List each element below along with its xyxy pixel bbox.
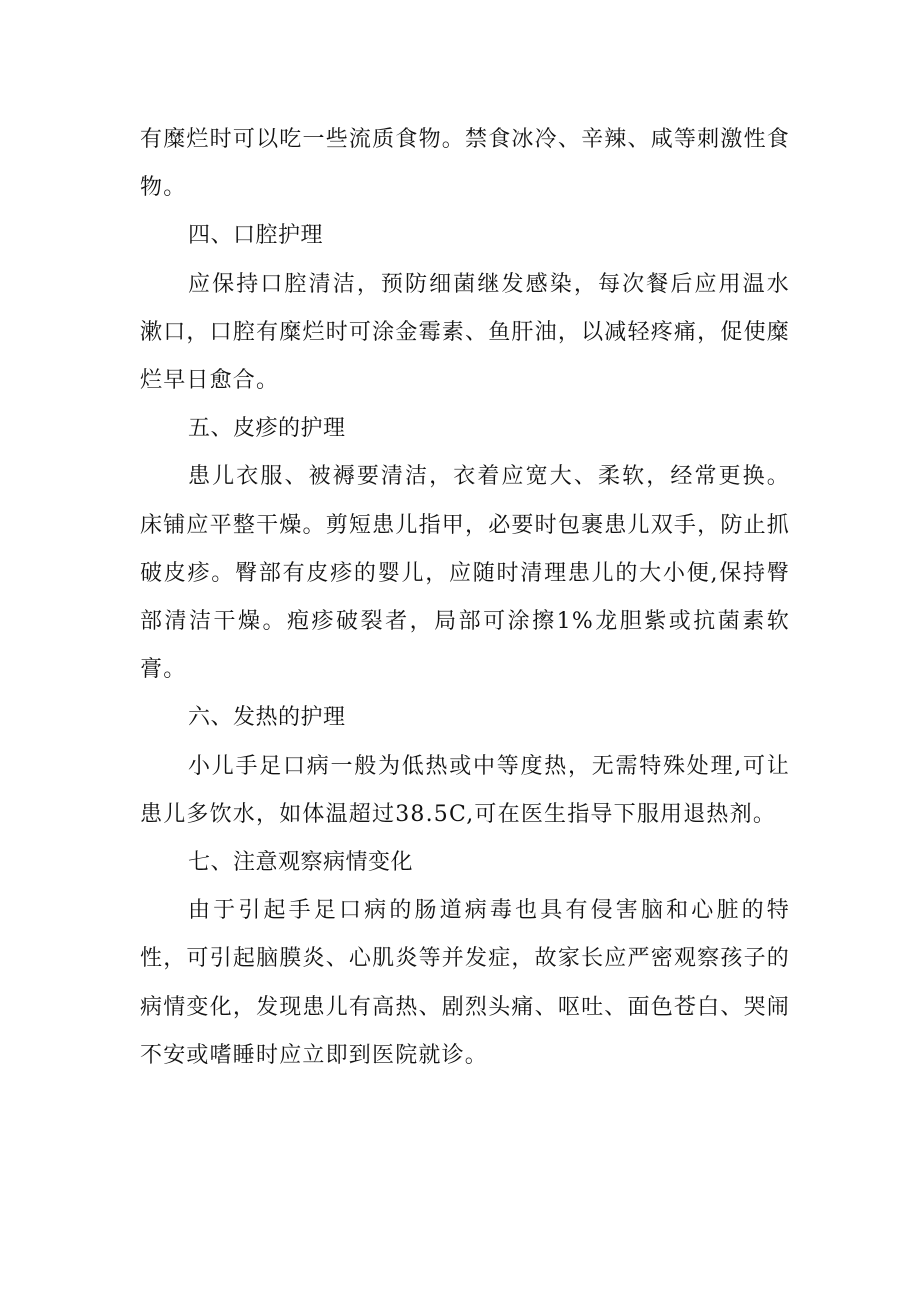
section-body-rash-care: 患儿衣服、被褥要清洁，衣着应宽大、柔软，经常更换。床铺应平整干燥。剪短患儿指甲，必要时包裹患儿双手，防止抓破皮疹。臀部有皮疹的婴儿，应随时清理患儿的大小便,保持臀部清洁干燥。疱疹破裂者，局部可涂擦1%龙胆紫或抗菌素软膏。 [140,464,790,683]
section-body-observe-changes: 由于引起手足口病的肠道病毒也具有侵害脑和心脏的特性，可引起脑膜炎、心肌炎等并发症，故家长应严密观察孩子的病情变化，发现患儿有高热、剧烈头痛、呕吐、面色苍白、哭闹不安或嗜睡时应立即到医院就诊。 [140,898,790,1068]
section-body-fever-care: 小儿手足口病一般为低热或中等度热，无需特殊处理,可让患儿多饮水，如体温超过38.5C,可在医生指导下服用退热剂。 [140,753,790,827]
section-heading-fever-care: 六、发热的护理 [188,705,346,731]
intro-paragraph: 有糜烂时可以吃一些流质食物。禁食冰冷、辛辣、咸等刺激性食物。 [140,127,790,201]
section-heading-oral-care: 四、口腔护理 [188,223,324,249]
section-body-oral-care: 应保持口腔清洁，预防细菌继发感染，每次餐后应用温水漱口，口腔有糜烂时可涂金霉素、鱼肝油，以减轻疼痛，促使糜烂早日愈合。 [140,271,790,394]
section-heading-observe-changes: 七、注意观察病情变化 [188,850,414,876]
document-page [140,116,790,1080]
section-heading-rash-care: 五、皮疹的护理 [188,416,346,442]
